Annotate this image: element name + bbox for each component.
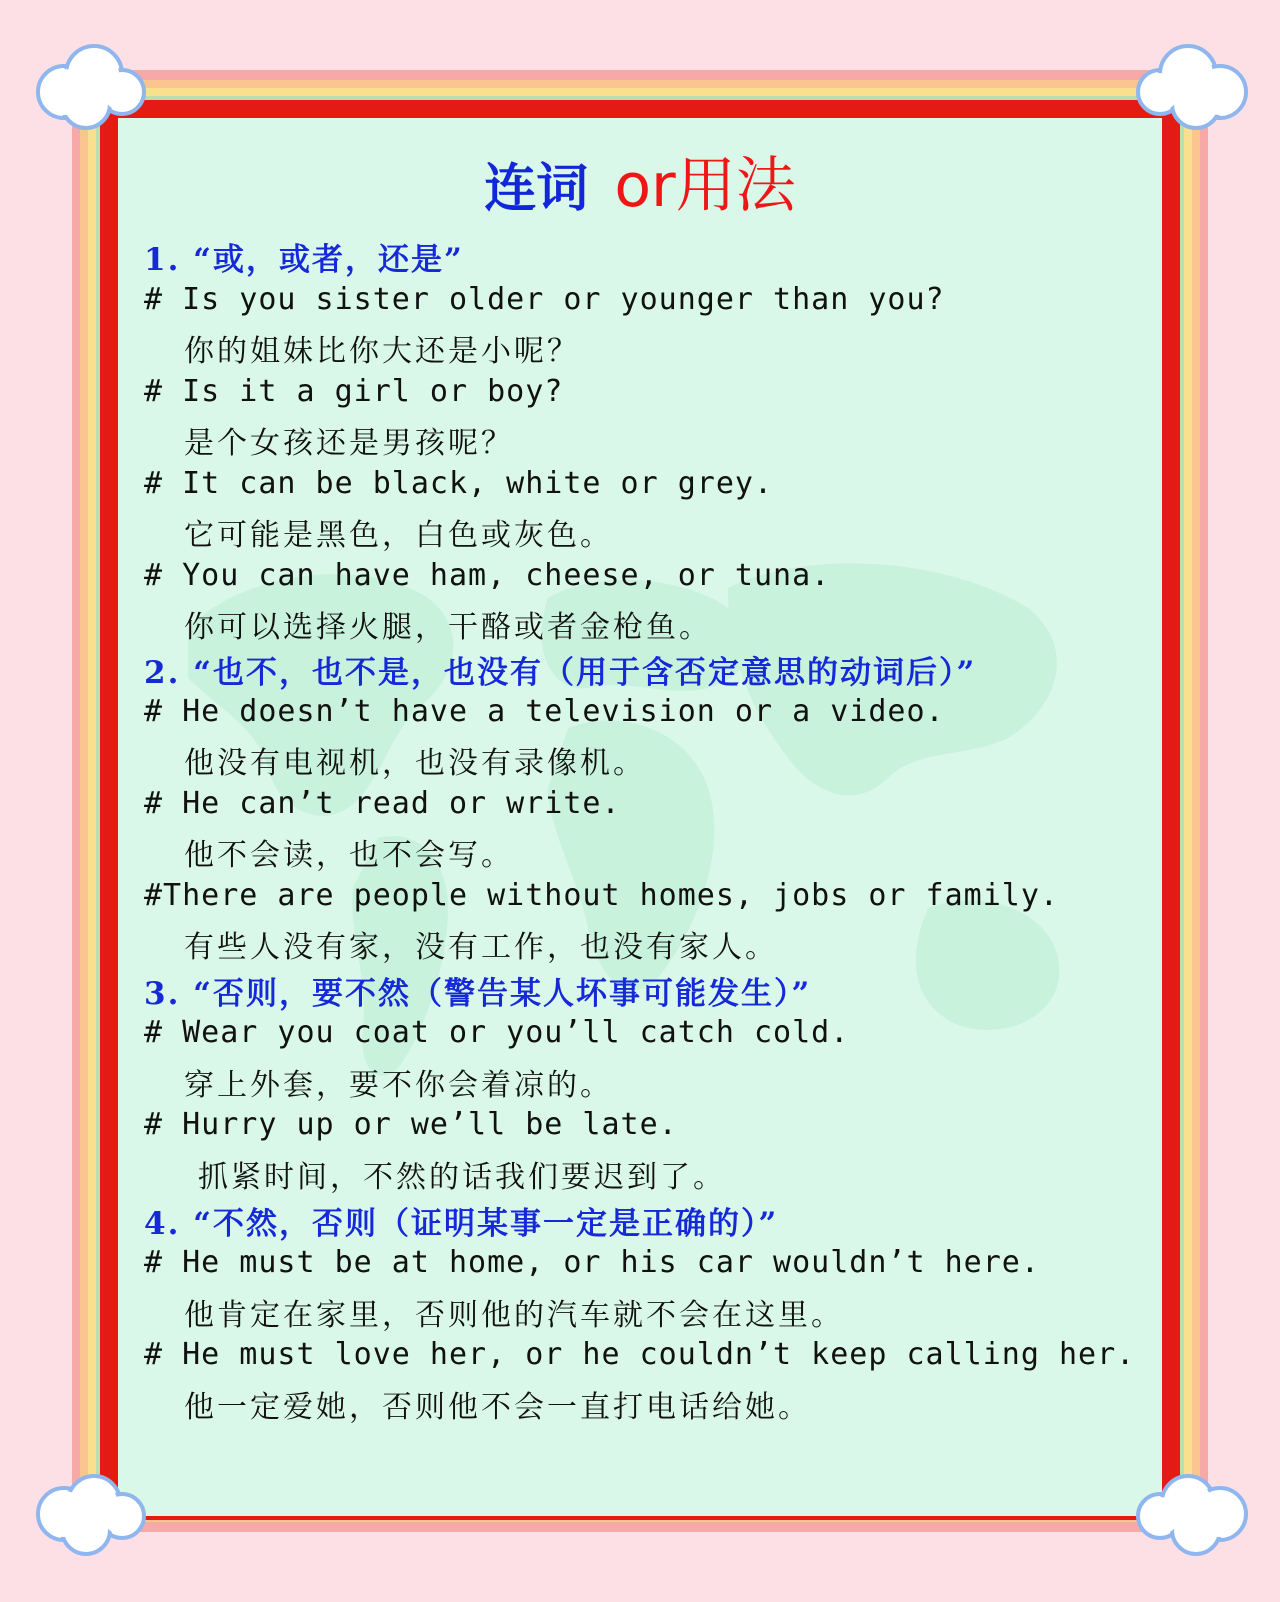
- example-en: # It can be black, white or grey.: [144, 466, 774, 501]
- section-heading-2: 2. “也不，也不是，也没有（用于含否定意思的动词后）”: [144, 655, 977, 691]
- example-zh: 他肯定在家里，否则他的汽车就不会在这里。: [184, 1298, 844, 1333]
- page-title: [0, 138, 1280, 224]
- example-en: # You can have ham, cheese, or tuna.: [144, 558, 831, 593]
- example-en: #There are people without homes, jobs or family.: [144, 878, 1059, 913]
- example-en: # He doesn’t have a television or a video.: [144, 694, 945, 729]
- example-zh: 他一定爱她，否则他不会一直打电话给她。: [184, 1390, 811, 1425]
- example-en: # Is it a girl or boy?: [144, 374, 564, 409]
- example-zh: 它可能是黑色，白色或灰色。: [184, 518, 613, 553]
- example-zh: 有些人没有家，没有工作，也没有家人。: [184, 930, 778, 965]
- example-zh: 穿上外套，要不你会着凉的。: [184, 1068, 613, 1103]
- cloud-decoration-bottom-right: [1128, 1464, 1258, 1564]
- example-zh: 你的姐妹比你大还是小呢？: [184, 334, 580, 369]
- example-en: # Hurry up or we’ll be late.: [144, 1107, 678, 1142]
- example-zh: 是个女孩还是男孩呢？: [184, 426, 514, 461]
- example-zh: 他不会读，也不会写。: [184, 838, 514, 873]
- example-en: # He must love her, or he couldn’t keep calling her.: [144, 1337, 1136, 1372]
- example-en: # He must be at home, or his car wouldn’t here.: [144, 1245, 1040, 1280]
- cloud-decoration-top-left: [24, 34, 154, 134]
- cloud-decoration-top-right: [1128, 34, 1258, 134]
- title-part-or-usage: or用法: [614, 151, 796, 221]
- example-en: # He can’t read or write.: [144, 786, 621, 821]
- cloud-decoration-bottom-left: [24, 1464, 154, 1564]
- example-zh: 他没有电视机，也没有录像机。: [184, 746, 646, 781]
- example-zh: 抓紧时间，不然的话我们要迟到了。: [198, 1160, 726, 1195]
- section-heading-3: 3. “否则，要不然（警告某人坏事可能发生）”: [144, 976, 812, 1012]
- example-en: # Wear you coat or you’ll catch cold.: [144, 1015, 850, 1050]
- section-heading-4: 4. “不然，否则（证明某事一定是正确的）”: [144, 1206, 779, 1242]
- example-en: # Is you sister older or younger than you?: [144, 282, 945, 317]
- title-part-conjunction: 连词: [484, 159, 589, 219]
- example-zh: 你可以选择火腿，干酪或者金枪鱼。: [184, 610, 712, 645]
- section-heading-1: 1. “或，或者，还是”: [144, 242, 464, 278]
